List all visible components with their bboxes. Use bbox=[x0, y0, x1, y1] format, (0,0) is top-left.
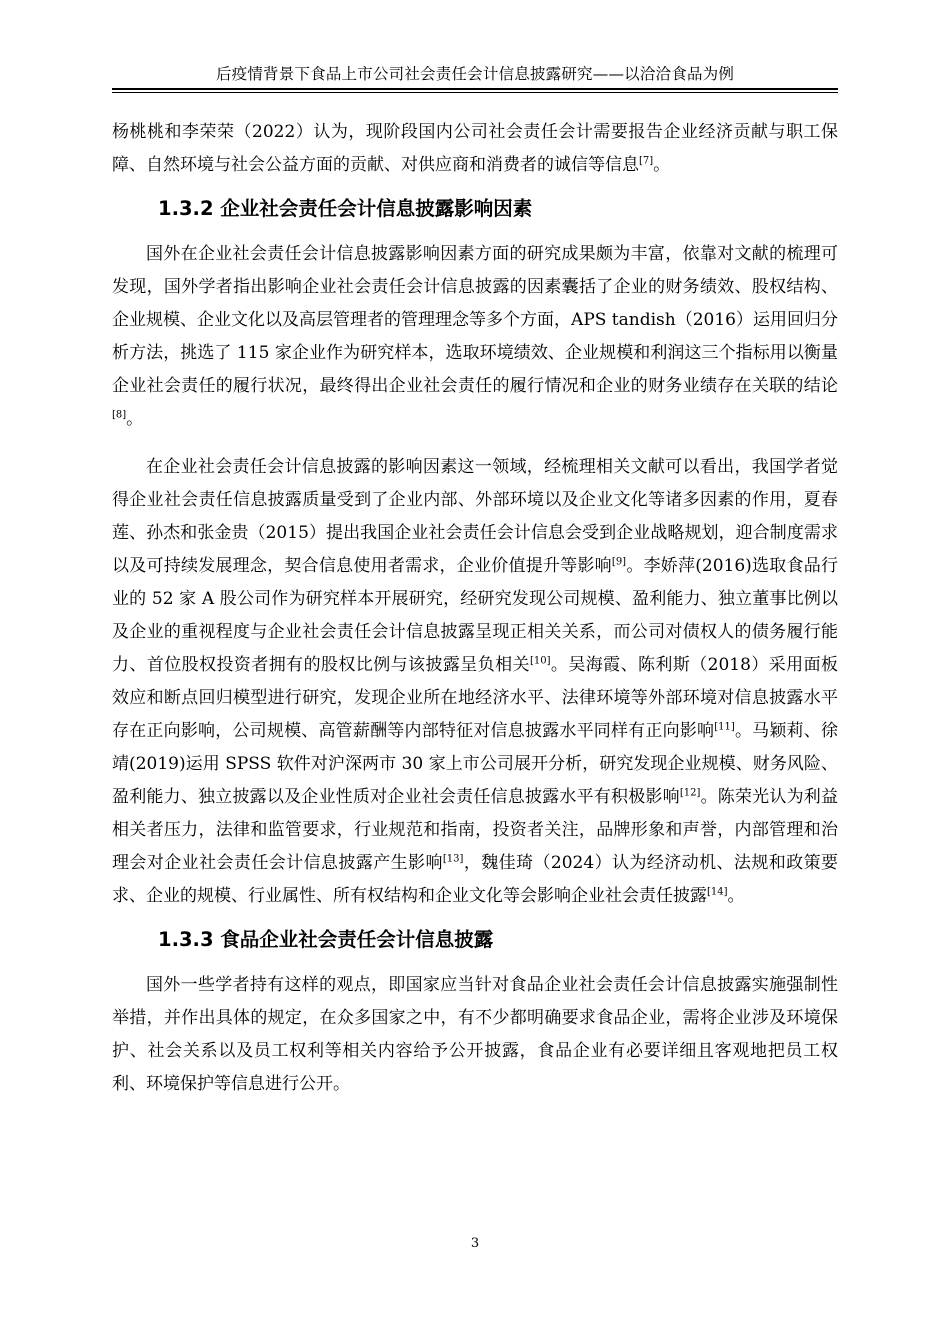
sentence: 。马颖莉、徐靖(2019)运用 SPSS 软件对沪深两市 30 家上市公司展开分析，研究发现企业规模、财务风险、盈利能力、独立披露以及企业性质对企业社会责任信息披露水平有积极影响 bbox=[112, 721, 839, 807]
paragraph-end: 。 bbox=[126, 409, 144, 429]
paragraph-foreign-research bbox=[112, 238, 838, 436]
header-rule-thick bbox=[112, 88, 838, 90]
sentence: 在企业社会责任会计信息披露的影响因素这一领域，经梳理相关文献可以看出，我国学者觉得企业社会责任信息披露质量受到了企业内部、外部环境以及企业文化等诸多因素的作用，夏春莲、孙杰和张金贵（2015）提出我国企业社会责任会计信息会受到企业战略规划，迎合制度需求以及可持续发展理念，契合信息使用者需求，企业价值提升等影响 bbox=[112, 457, 838, 576]
sentence: ，魏佳琦（2024）认为经济动机、法规和政策要求、企业的规模、行业属性、所有权结构和企业文化等会影响企业社会责任披露 bbox=[112, 853, 839, 906]
paragraph-domestic-research bbox=[112, 451, 838, 913]
paragraph-continued bbox=[112, 116, 838, 182]
sentence: 。李娇萍(2016)选取食品行业的 52 家 A 股公司作为研究样本开展研究，经研究发现公司规模、盈利能力、独立董事比例以及企业的重视程度与企业社会责任会计信息披露呈现正相关关系，而公司对债权人的债务履行能力、首位股权投资者拥有的股权比例与该披露呈负相关 bbox=[112, 556, 839, 675]
sentence: 。陈荣光认为利益相关者压力，法律和监管要求，行业规范和指南，投资者关注，品牌形象和声誉，内部管理和治理会对企业社会责任会计信息披露产生影响 bbox=[112, 787, 839, 873]
sentence: 。吴海霞、陈利斯（2018）采用面板效应和断点回归模型进行研究，发现企业所在地经济水平、法律环境等外部环境对信息披露水平存在正向影响，公司规模、高管薪酬等内部特征对信息披露水平同样有正向影响 bbox=[112, 655, 839, 741]
citation-ref: [13] bbox=[442, 853, 464, 865]
citation-ref: [10] bbox=[529, 655, 551, 667]
sentence: 。 bbox=[727, 886, 745, 906]
running-header: 后疫情背景下食品上市公司社会责任会计信息披露研究——以洽洽食品为例 bbox=[215, 65, 735, 83]
citation-ref: [9] bbox=[611, 556, 627, 568]
paragraph-text: 杨桃桃和李荣荣（2022）认为，现阶段国内公司社会责任会计需要报告企业经济贡献与职工保障、自然环境与社会公益方面的贡献、对供应商和消费者的诚信等信息 bbox=[112, 122, 838, 175]
citation-ref: [14] bbox=[707, 886, 728, 898]
citation-ref: [11] bbox=[714, 721, 735, 733]
header-rule-thin bbox=[112, 92, 838, 93]
citation-ref: [12] bbox=[679, 787, 701, 799]
paragraph-end: 。 bbox=[653, 155, 671, 175]
page-body bbox=[112, 116, 838, 1101]
section-heading-1-3-3: 1.3.3 食品企业社会责任会计信息披露 bbox=[158, 928, 494, 951]
citation-ref: [8] bbox=[112, 409, 127, 421]
paragraph-food-enterprise: 国外一些学者持有这样的观点，即国家应当针对食品企业社会责任会计信息披露实施强制性举措，并作出具体的规定，在众多国家之中，有不少都明确要求食品企业，需将企业涉及环境保护、社会关系以及员工权利等相关内容给予公开披露，食品企业有必要详细且客观地把员工权利、环境保护等信息进行公开。 bbox=[112, 975, 838, 1094]
paragraph-text: 国外在企业社会责任会计信息披露影响因素方面的研究成果颇为丰富，依靠对文献的梳理可发现，国外学者指出影响企业社会责任会计信息披露的因素囊括了企业的财务绩效、股权结构、企业规模、企业文化以及高层管理者的管理理念等多个方面，APS tandish（2016）运用回归分析方法，挑选了 115 家企业作为研究样本，选取环境绩效、企业规模和利润这三个指标用以衡量企业社会责任的履行状况，最终得出企业社会责任的履行情况和企业的财务业绩存在关联的结论 bbox=[112, 244, 838, 396]
page-number: 3 bbox=[470, 1236, 480, 1251]
citation-ref: [7] bbox=[639, 155, 654, 167]
section-heading-1-3-2: 1.3.2 企业社会责任会计信息披露影响因素 bbox=[158, 197, 533, 220]
